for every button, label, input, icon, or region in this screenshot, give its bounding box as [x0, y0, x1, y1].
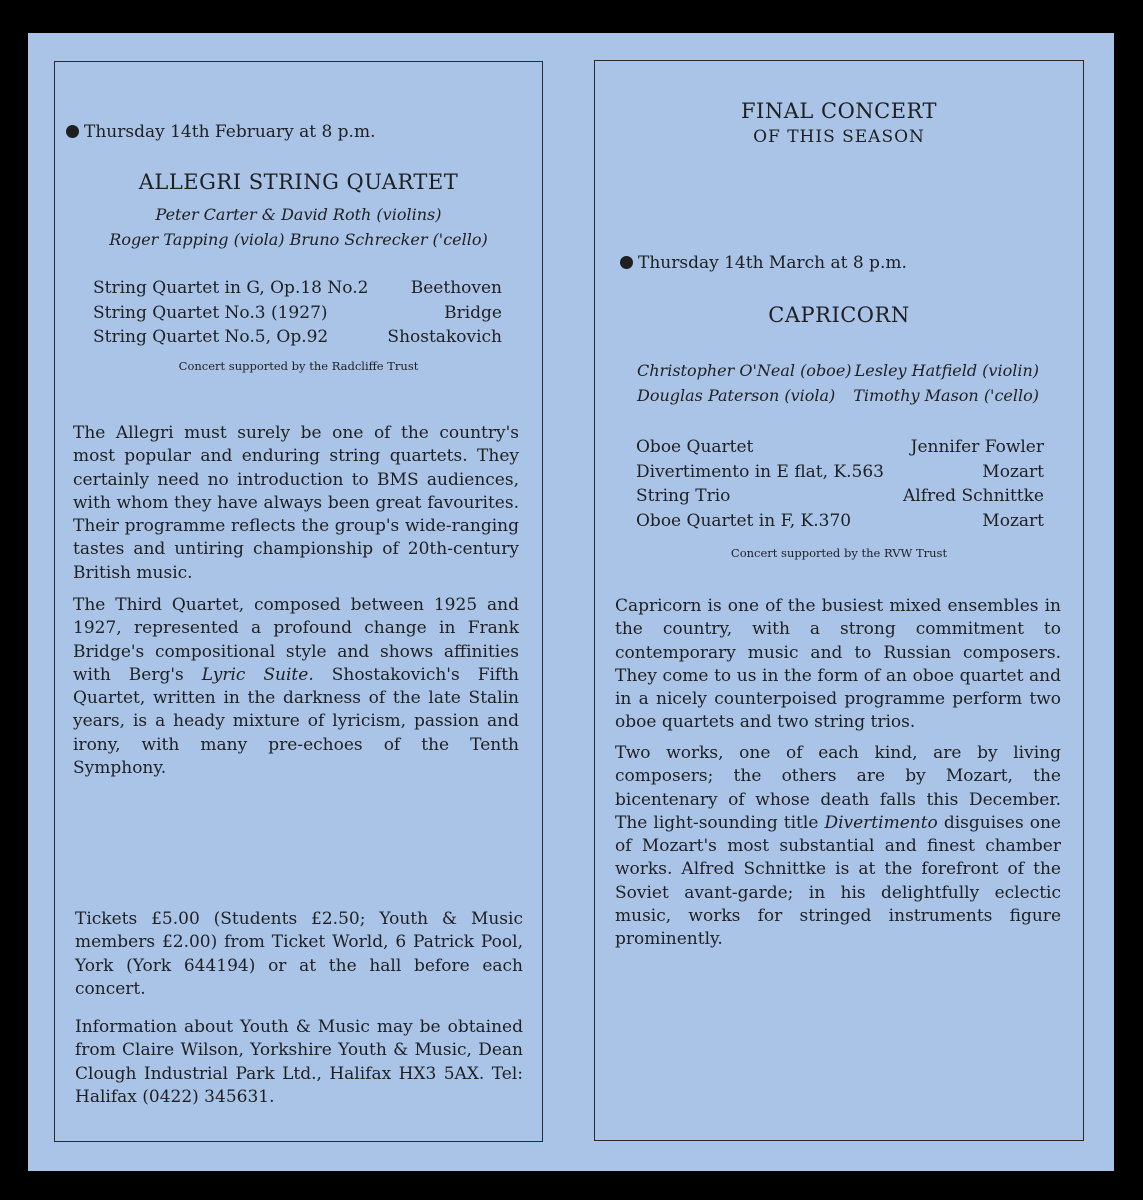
programme-composer: Beethoven	[410, 278, 502, 298]
performer: Timothy Mason ('cello)	[853, 386, 1039, 405]
para-italic-text: Divertimento	[824, 812, 938, 833]
right-performers	[637, 358, 1039, 408]
left-date-line	[66, 122, 375, 142]
programme-work: String Quartet in G, Op.18 No.2	[93, 278, 369, 298]
left-description-paragraph-1: The Allegri must surely be one of the country's most popular and enduring string quartets. They certainly need no introduction to BMS audiences, with whom they have always been great favourites. Their programme reflects the group's wide-ranging tastes and untiring championship of 20th-century British music.	[73, 423, 519, 583]
programme-work: String Quartet No.3 (1927)	[93, 302, 328, 323]
performer: Lesley Hatfield (violin)	[854, 361, 1039, 380]
programme-row	[636, 509, 1044, 534]
tickets-paragraph: Tickets £5.00 (Students £2.50; Youth & Music members £2.00) from Ticket World, 6 Patrick Pool, York (York 644194) or at the hall before each concert.	[75, 909, 523, 999]
left-title: ALLEGRI STRING QUARTET	[138, 170, 459, 194]
left-concert-panel	[54, 61, 543, 1142]
performer: Douglas Paterson (viola)	[637, 386, 836, 405]
youth-music-info-paragraph: Information about Youth & Music may be obtained from Claire Wilson, Yorkshire Youth & Music, Dean Clough Industrial Park Ltd., Halifax HX3 5AX. Tel: Halifax (0422) 345631.	[75, 1017, 523, 1107]
right-date-line	[620, 253, 907, 273]
programme-work: Oboe Quartet	[636, 437, 754, 457]
programme-row	[636, 484, 1044, 509]
bullet-icon	[620, 256, 633, 269]
left-performers-line-2: Roger Tapping (viola) Bruno Schrecker ('cello)	[109, 230, 488, 249]
programme-sheet	[28, 33, 1114, 1171]
programme-row	[93, 325, 502, 350]
para-italic-text: Lyric Suite.	[201, 664, 314, 685]
left-description-paragraph-2	[73, 594, 519, 780]
programme-work: Divertimento in E flat, K.563	[636, 461, 884, 482]
performer-row	[637, 358, 1039, 383]
right-date-text: Thursday 14th March at 8 p.m.	[638, 253, 907, 273]
left-programme-list	[93, 276, 502, 350]
performer-row	[637, 383, 1039, 408]
programme-composer: Shostakovich	[387, 327, 502, 347]
left-date-text: Thursday 14th February at 8 p.m.	[84, 122, 376, 142]
left-performers-line-1: Peter Carter & David Roth (violins)	[155, 205, 442, 224]
bullet-icon	[66, 125, 79, 138]
final-concert-heading: FINAL CONCERT	[740, 99, 938, 123]
programme-composer: Mozart	[982, 510, 1044, 531]
left-support-note: Concert supported by the Radcliffe Trust	[178, 359, 419, 373]
left-performers	[55, 202, 542, 252]
right-concert-panel	[594, 60, 1084, 1141]
programme-row	[93, 301, 502, 326]
programme-work: String Quartet No.5, Op.92	[93, 327, 329, 347]
para-text: Two works, one of each kind, are by living composers; the others are by Mozart, the bicentenary of whose death falls this December. The light-sounding title	[615, 743, 1061, 833]
para-text: The Third Quartet, composed between 1925 and 1927, represented a profound change in Frank Bridge's compositional style and shows affinities with Berg's	[73, 595, 519, 685]
programme-work: Oboe Quartet in F, K.370	[636, 510, 852, 531]
right-support-note: Concert supported by the RVW Trust	[730, 546, 948, 560]
right-title: CAPRICORN	[768, 303, 910, 327]
right-description-paragraph-1: Capricorn is one of the busiest mixed ensembles in the country, with a strong commitment to contemporary music and to Russian composers. They come to us in the form of an oboe quartet and in a nicely counterpoised programme perform two oboe quartets and two string trios.	[615, 596, 1061, 733]
right-programme-list	[636, 435, 1044, 533]
performer: Christopher O'Neal (oboe)	[637, 361, 852, 380]
programme-composer: Bridge	[444, 302, 502, 323]
season-subheading: OF THIS SEASON	[753, 127, 925, 147]
programme-composer: Alfred Schnittke	[902, 486, 1044, 506]
programme-work: String Trio	[636, 486, 731, 506]
right-description-paragraph-2	[615, 742, 1061, 952]
para-text: Shostakovich's Fifth Quartet, written in the darkness of the late Stalin years, is a heady mixture of lyricism, passion and irony, with many pre-echoes of the Tenth Symphony.	[73, 664, 519, 779]
para-text: disguises one of Mozart's most substantial and finest chamber works. Alfred Schnittke is at the forefront of the Soviet avant-garde; in his delightfully eclectic music, works for stringed instruments figure prominently.	[615, 812, 1061, 950]
programme-row	[636, 460, 1044, 485]
programme-row	[93, 276, 502, 301]
programme-row	[636, 435, 1044, 460]
programme-composer: Jennifer Fowler	[910, 437, 1044, 457]
programme-composer: Mozart	[982, 461, 1044, 482]
